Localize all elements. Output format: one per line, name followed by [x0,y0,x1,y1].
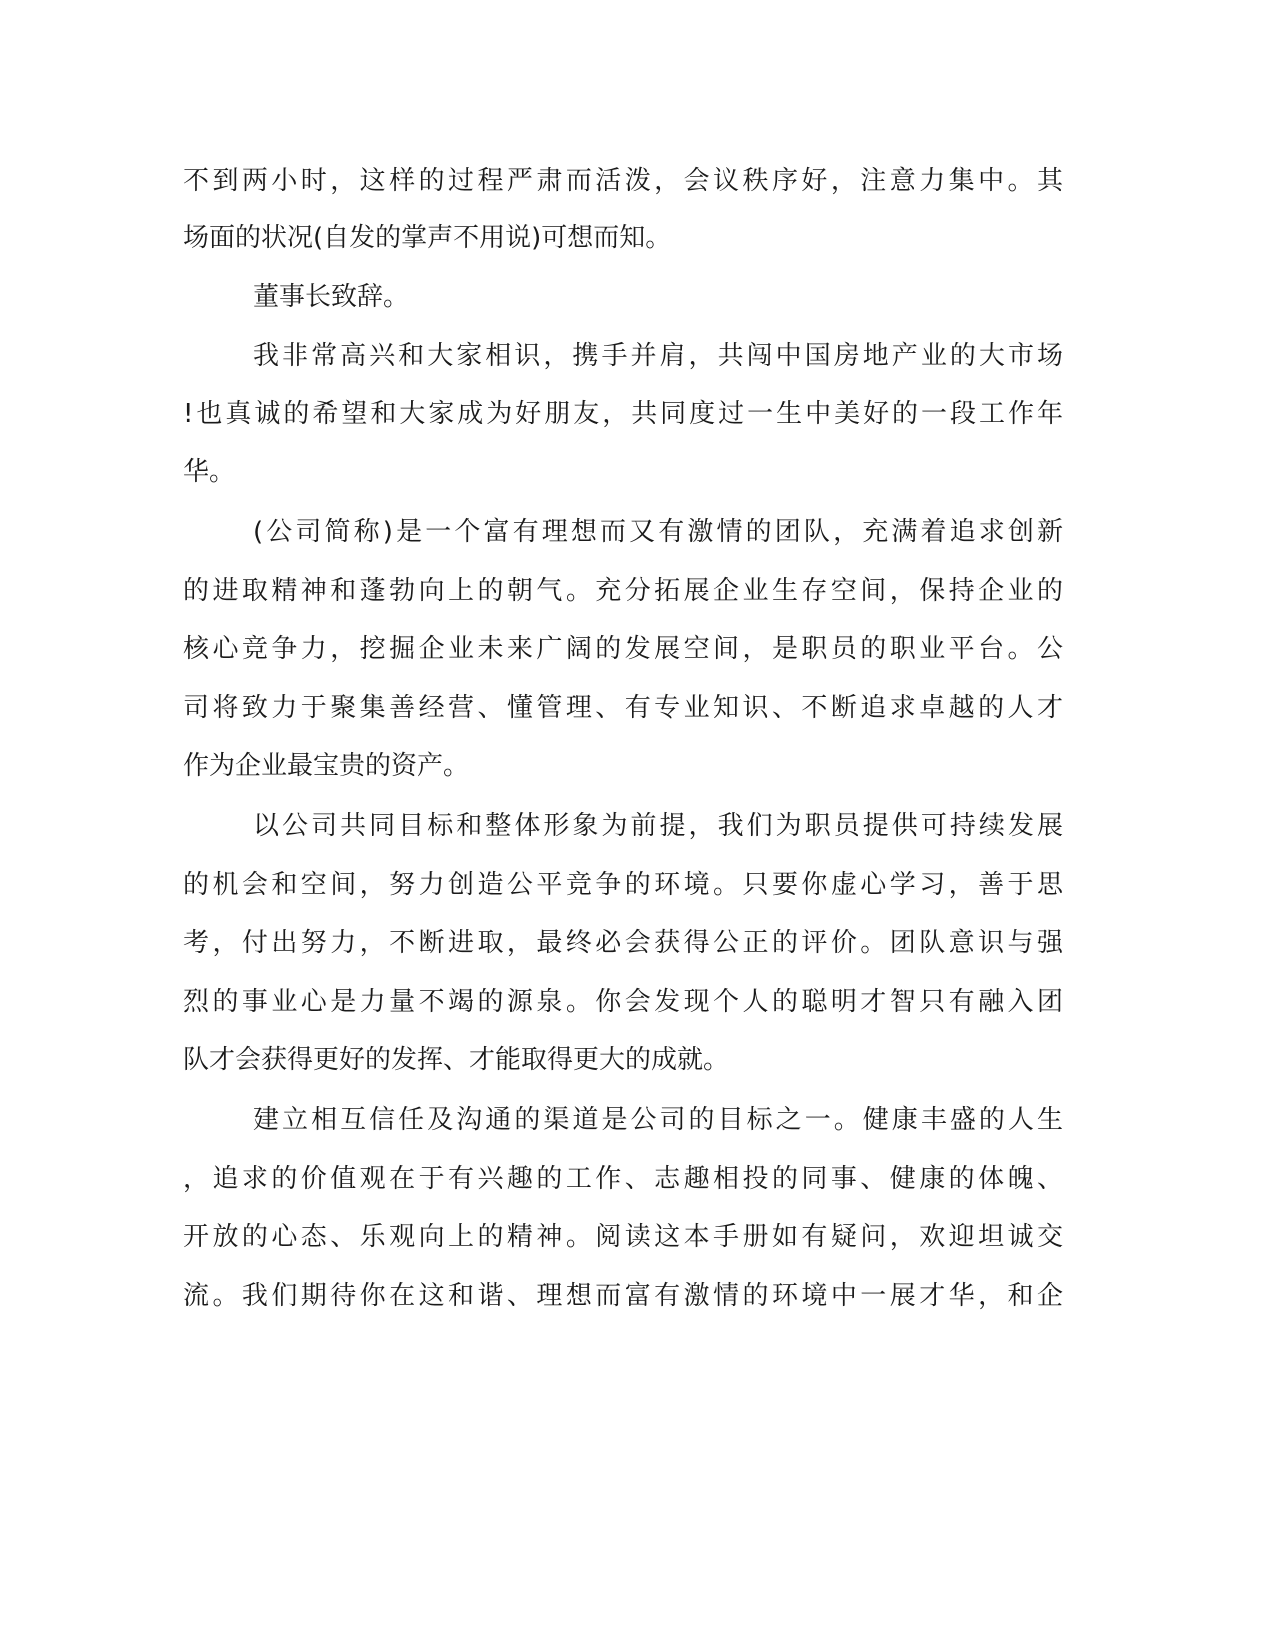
section-heading: 董事长致辞。 [253,282,410,312]
goals-line-5: 队才会获得更好的发挥、才能取得更大的成就。 [183,1045,730,1075]
trust-line-1: 建立相互信任及沟通的渠道是公司的目标之一。健康丰盛的人生 [253,1105,1063,1135]
welcome-line-2: !也真诚的希望和大家成为好朋友，共同度过一生中美好的一段工作年 [183,399,1063,429]
company-line-3: 核心竞争力，挖掘企业未来广阔的发展空间，是职员的职业平台。公 [183,634,1063,664]
goals-line-2: 的机会和空间，努力创造公平竞争的环境。只要你虚心学习，善于思 [183,870,1063,900]
goals-line-1: 以公司共同目标和整体形象为前提，我们为职员提供可持续发展 [253,811,1063,841]
trust-line-3: 开放的心态、乐观向上的精神。阅读这本手册如有疑问，欢迎坦诚交 [183,1222,1063,1252]
company-line-2: 的进取精神和蓬勃向上的朝气。充分拓展企业生存空间，保持企业的 [183,576,1063,606]
intro-line-2: 场面的状况(自发的掌声不用说)可想而知。 [183,223,672,253]
company-line-1: (公司简称)是一个富有理想而又有激情的团队，充满着追求创新 [253,517,1063,547]
trust-line-4: 流。我们期待你在这和谐、理想而富有激情的环境中一展才华，和企 [183,1281,1063,1311]
company-line-4: 司将致力于聚集善经营、懂管理、有专业知识、不断追求卓越的人才 [183,693,1063,723]
welcome-line-3: 华。 [183,457,236,487]
company-line-5: 作为企业最宝贵的资产。 [183,751,470,781]
welcome-line-1: 我非常高兴和大家相识，携手并肩，共闯中国房地产业的大市场 [253,341,1063,371]
trust-line-2: ，追求的价值观在于有兴趣的工作、志趣相投的同事、健康的体魄、 [183,1164,1063,1194]
goals-line-3: 考，付出努力，不断进取，最终必会获得公正的评价。团队意识与强 [183,928,1063,958]
goals-line-4: 烈的事业心是力量不竭的源泉。你会发现个人的聪明才智只有融入团 [183,987,1063,1017]
intro-line-1: 不到两小时，这样的过程严肃而活泼，会议秩序好，注意力集中。其 [183,166,1063,196]
